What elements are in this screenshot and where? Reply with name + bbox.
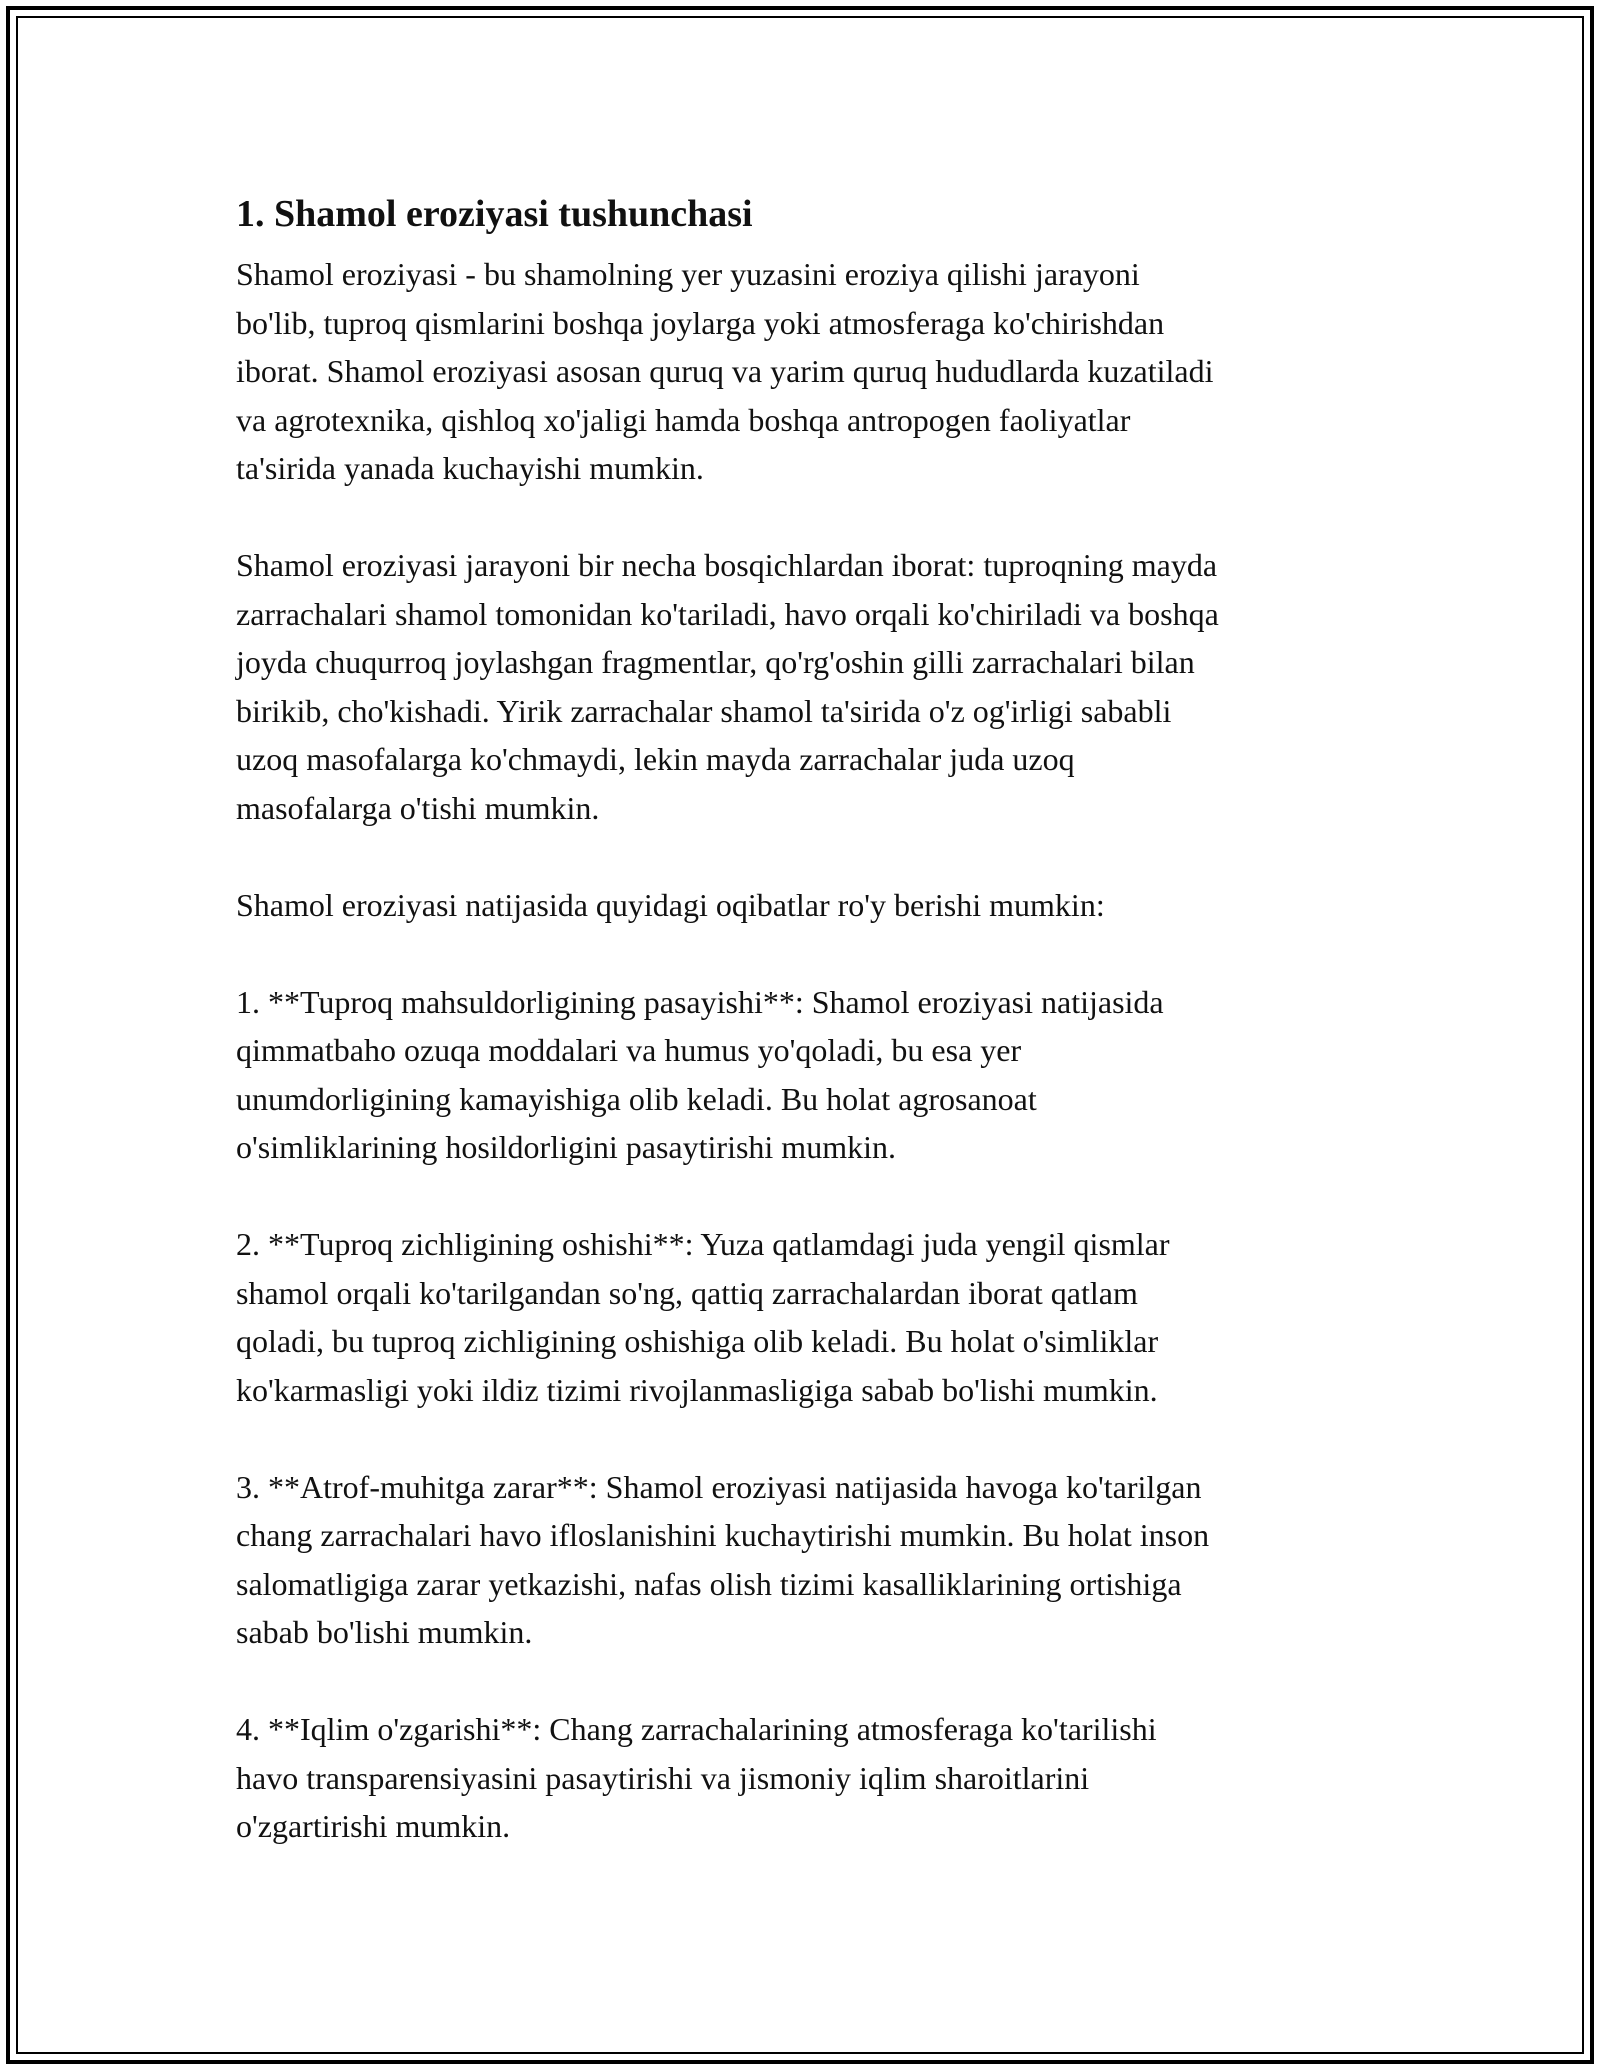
paragraph-consequences-intro: Shamol eroziyasi natijasida quyidagi oqibatlar ro'y berishi mumkin: — [236, 886, 1105, 923]
paragraph-process: Shamol eroziyasi jarayoni bir necha bosqichlardan iborat: tuproqning mayda zarrachalari shamol tomonidan ko'tariladi, havo orqali ko'chiriladi va boshqa joyda chuqurroq joylashgan fragmentlar, qo'rg'oshin gilli zarrachalari bilan birikib, cho'kishadi. Yirik zarrachalar shamol ta'sirida o'z og'irligi sababli uzoq masofalarga ko'chmaydi, lekin mayda zarrachalar juda uzoq masofalarga o'tishi mumkin. — [236, 547, 1219, 826]
list-item-fertility: 1. **Tuproq mahsuldorligining pasayishi**: Shamol eroziyasi natijasida qimmatbaho ozuqa moddalari va humus yo'qoladi, bu esa yer unumdorligining kamayishiga olib keladi. Bu holat agrosanoat o'simliklarining hosildorligini pasaytirishi mumkin. — [236, 983, 1164, 1165]
paragraph-definition: Shamol eroziyasi - bu shamolning yer yuzasini eroziya qilishi jarayoni bo'lib, tuproq qismlarini boshqa joylarga yoki atmosferaga ko'chirishdan iborat. Shamol eroziyasi asosan quruq va yarim quruq hududlarda kuzatiladi va agrotexnika, qishloq xo'jaligi hamda boshqa antropogen faoliyatlar ta'sirida yanada kuchayishi mumkin. — [236, 256, 1214, 486]
list-item-environment: 3. **Atrof-muhitga zarar**: Shamol eroziyasi natijasida havoga ko'tarilgan chang zarrachalari havo ifloslanishini kuchaytirishi mumkin. Bu holat inson salomatligiga zarar yetkazishi, nafas olish tizimi kasalliklarining ortishiga sabab bo'lishi mumkin. — [236, 1468, 1210, 1650]
list-item-climate: 4. **Iqlim o'zgarishi**: Chang zarrachalarining atmosferaga ko'tarilishi havo transparensiyasini pasaytirishi va jismoniy iqlim sharoitlarini o'zgartirishi mumkin. — [236, 1711, 1157, 1844]
list-item-density: 2. **Tuproq zichligining oshishi**: Yuza qatlamdagi juda yengil qismlar shamol orqali ko'tarilgandan so'ng, qattiq zarrachalardan iborat qatlam qoladi, bu tuproq zichligining oshishiga olib keladi. Bu holat o'simliklar ko'karmasligi yoki ildiz tizimi rivojlanmasligiga sabab bo'lishi mumkin. — [236, 1226, 1170, 1408]
document-body — [236, 186, 1366, 1899]
section-heading: 1. Shamol eroziyasi tushunchasi — [236, 193, 753, 235]
